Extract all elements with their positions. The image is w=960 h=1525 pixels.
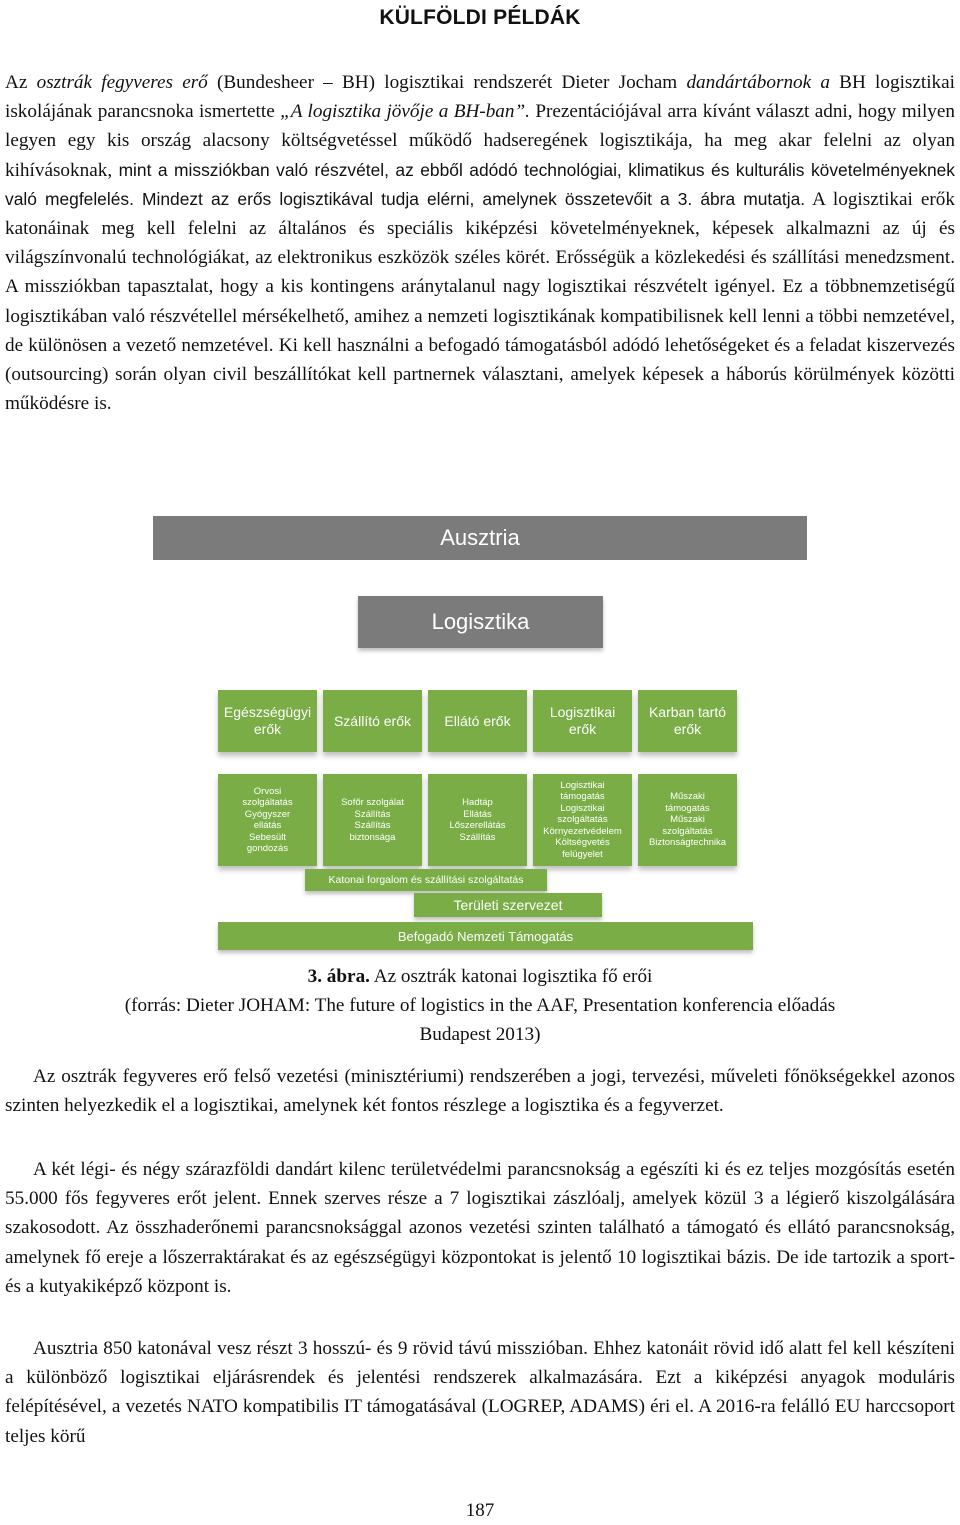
band-host-nation: Befogadó Nemzeti Támogatás: [218, 922, 753, 950]
intro-text-2: (Bundesheer – BH) logisztikai rendszerét Dieter Jocham: [207, 72, 687, 93]
country-banner: Ausztria: [153, 516, 807, 560]
force-box-supply: Ellátó erők: [428, 690, 527, 752]
logistics-banner: Logisztika: [358, 596, 603, 648]
intro-text-sans: mint a missziókban való részvétel, az ebből adódó technológiai, klimatikus és kulturális követelményeknek való megfelelés. Mindezt az erős logisztikával tudja elérni, amelynek összetevőit a 3. ábra mutatja.: [5, 159, 955, 209]
force-box-maintenance: Karban tartó erők: [638, 690, 737, 752]
page-number: 187: [465, 1500, 495, 1521]
service-box-logistics: Logisztikai támogatás Logisztikai szolgáltatás Környezetvédelem Költségvetés felügyelet: [533, 774, 632, 866]
section-heading: KÜLFÖLDI PÉLDÁK: [379, 6, 581, 29]
band-military-traffic: Katonai forgalom és szállítási szolgáltatás: [305, 869, 547, 891]
service-box-transport: Sofőr szolgálat Szállítás Szállítás biztonsága: [323, 774, 422, 866]
band-territorial: Területi szervezet: [414, 893, 602, 917]
intro-paragraph: [5, 68, 955, 418]
body-paragraph-2: A két légi- és négy szárazföldi dandárt kilenc területvédelmi parancsnokság a egészíti ki és ez teljes mozgósítás esetén 55.000 fős fegyveres erőt jelent. Ennek szerves része a 7 logisztikai zászlóalj, amelyek közül 3 a légierő kiszolgálására szakosodott. Az összhaderőnemi parancsnoksággal azonos vezetési szinten található a támogató és ellátó parancsnokság, amelynek fő ereje a lőszerraktárakat és az egészségügyi központokat is jelentő 10 logisztikai bázis. De ide tartozik a sport- és a kutyakiképző központ is.: [5, 1159, 955, 1297]
figure-label: 3. ábra.: [307, 966, 370, 987]
force-box-transport: Szállító erők: [323, 690, 422, 752]
body-paragraph-3: Ausztria 850 katonával vesz részt 3 hosszú- és 9 rövid távú misszióban. Ehhez katonáit rövid idő alatt fel kell készíteni a különböző logisztikai eljárásrendek és jelentési rendszerek alkalmazására. Ezt a kiképzési anyagok moduláris felépítésével, a vezetés NATO kompatibilis IT támogatásával (LOGREP, ADAMS) éri el. A 2016-ra felálló EU harccsoport teljes körű: [5, 1338, 955, 1447]
service-box-medical: Orvosi szolgáltatás Gyógyszer ellátás Sebesült gondozás: [218, 774, 317, 866]
intro-emphasis-1: osztrák fegyveres erő: [36, 72, 208, 93]
force-box-medical: Egészségügyi erők: [218, 690, 317, 752]
intro-text-5: A logisztikai erők katonáinak meg kell felelni az általános és speciális kiképzési követelményeknek, képesek alkalmazni az új és világszínvonalú technológiákat, az elektronikus eszközök széles körét. Erősségük a közlekedési és szállítási menedzsment. A missziókban tapasztalat, hogy a kis kontingens aránytalanul nagy logisztikai részvételt igényel. Ez a többnemzetiségű logisztikában való részvétellel mérsékelhető, amihez a nemzeti logisztikának kompatibilisnek kell lenni a többi nemzetével, de különösen a vezető nemzetével. Ki kell használni a befogadó támogatásból adódó lehetőségeket és a feladat kiszervezés (outsourcing) során olyan civil beszállítókat kell partnernek választani, amelyek képesek a háborús körülmények közötti működésre is.: [5, 188, 955, 415]
service-box-maintenance: Műszaki támogatás Műszaki szolgáltatás Biztonságtechnika: [638, 774, 737, 866]
force-box-logistics: Logisztikai erők: [533, 690, 632, 752]
intro-text-1: Az: [5, 72, 37, 93]
intro-text-3: BH logisztikai iskolájának parancsnoka ismertette: [5, 72, 955, 123]
body-paragraph-1: Az osztrák fegyveres erő felső vezetési (minisztériumi) rendszerében a jogi, tervezési, műveleti főnökségekkel azonos szinten helyezkedik el a logisztikai, amelynek két fontos részlege a logisztika és a fegyverzet.: [5, 1066, 955, 1117]
figure-title: Az osztrák katonai logisztika fő erői: [369, 966, 653, 987]
intro-emphasis-3: „A logisztika jövője a BH-ban”.: [280, 101, 530, 123]
service-box-supply: Hadtáp Ellátás Lőszerellátás Szállítás: [428, 774, 527, 866]
intro-emphasis-2: dandártábornok a: [686, 72, 830, 93]
figure-source-line-1: (forrás: Dieter JOHAM: The future of logistics in the AAF, Presentation konferencia előadás: [124, 995, 836, 1016]
figure-caption: [0, 962, 960, 991]
intro-text-4: Prezentációjával arra kívánt választ adni, hogy milyen legyen egy kis ország alacsony költségvetéssel működő hadseregének logisztikája, ha meg akar felelni az olyan kihívásoknak,: [5, 101, 955, 181]
figure-source-line-2: Budapest 2013): [419, 1024, 541, 1045]
